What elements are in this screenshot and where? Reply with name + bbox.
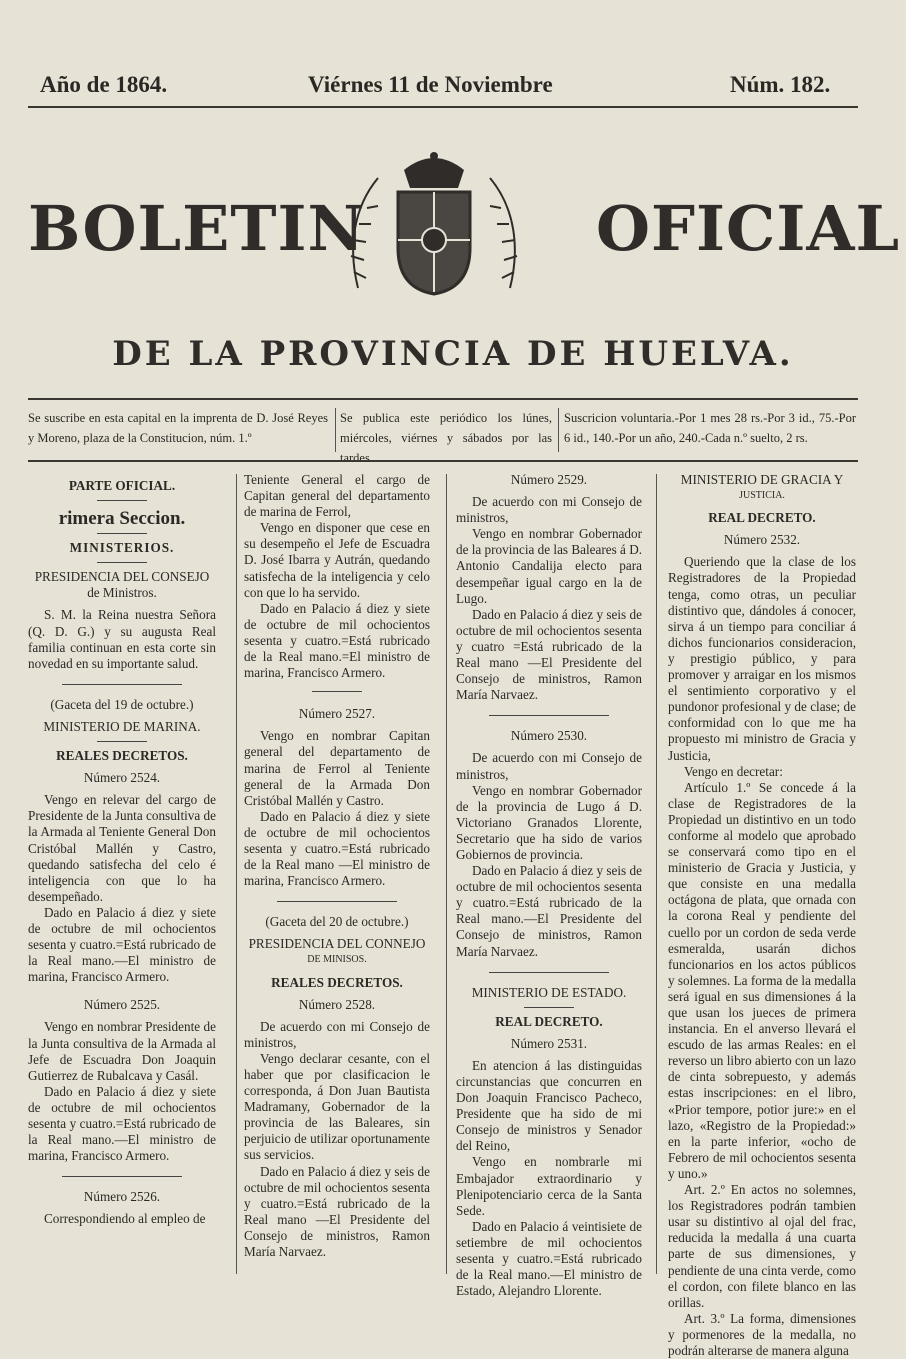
divider [335,408,336,452]
section-parte-oficial: PARTE OFICIAL. [68,478,176,493]
paragraph: Artículo 1.º Se concede á la clase de Registradores de la Propiedad un distintivo en un todo conforme al modelo que aprobado se conservará como tipo en el ministerio de Gracia y Justicia, y que consiste en una medalla octágona de plata, que ornada con la corona Real y pendiente del cuello por un cordon de seda verde esmeralda, usarán dichos funcionarios en los actos públicos y solemnes. La forma de la medalla será igual en sus dimensiones á la que usan los jueces de primera instancia. En el anverso llevará el escudo de las armas Reales: en el reverso un libro abierto con un lazo de cinta sobrepuesto, y además estas inscripciones: en el libro, «Prior tempore, potior jure:» en el lazo, «Registro de la Propiedad:» en la parte inferior, «ocho de Febrero de mil ochocientos sesenta y uno.» [668,779,856,1181]
column-divider [656,474,657,1274]
header-top-line [0,72,906,108]
decree-number: Número 2532. [723,532,801,548]
masthead-left: BOLETIN [28,192,366,265]
separator [97,562,147,563]
coat-of-arms-icon [338,148,530,300]
paragraph: Dado en Palacio á diez y siete de octubre de mil ochocientos sesenta y cuatro.=Está rubricado de la Real mano.=El ministro de marina, Francisco Armero. [244,600,430,681]
paragraph: De acuerdo con mi Consejo de ministros, [456,494,642,526]
paragraph: Dado en Palacio á diez y seis de octubre de mil ochocientos sesenta y cuatro.=Está rubricado de la Real mano —El Presidente del Consejo de ministros, Ramon María Narvaez. [244,1163,430,1260]
subscription-left: Se suscribe en esta capital en la imprenta de D. José Reyes y Moreno, plaza de la Constitucion, núm. 1.º [28,411,328,445]
paragraph: Vengo declarar cesante, con el haber que por clasificacion le corresponda, á Don Juan Bautista Madramany, Gobernador de la provincia de las Baleares, sin perjuicio de utilizar oportunamente sus servicios. [244,1050,430,1163]
paragraph: Dado en Palacio á diez y seis de octubre de mil ochocientos sesenta y cuatro.=Está rubricado de la Real mano.—El Presidente del Consejo de ministros, Ramon María Narvaez. [456,863,642,959]
separator [277,901,397,902]
paragraph: Correspondiendo al empleo de [44,1211,206,1227]
paragraph: En atencion á las distinguidas circunstancias que concurren en Don Joaquin Francisco Pacheco, Presidente que ha sido de mi Consejo de ministros y Senador del Reino, [456,1057,642,1154]
masthead-subtitle: DE LA PROVINCIA DE HUELVA. [112,334,794,374]
decree-number: Número 2526. [83,1189,161,1205]
heading-presidencia-sub: DE MINISOS. [307,954,367,966]
decree-number: Número 2528. [298,996,376,1012]
column-divider [236,474,237,1274]
heading-ministerio-marina: MINISTERIO DE MARINA. [43,718,201,734]
paragraph: Vengo en decretar: [684,763,783,779]
separator [524,1007,574,1008]
decree-number: Número 2527. [298,706,376,722]
paragraph: Vengo en nombrar Gobernador de la provincia de Lugo á D. Victoriano Granados Llorente, Secretario que ha sido de varios Gobiernos de provincia. [456,782,642,862]
paragraph: Queriendo que la clase de los Registradores de la Propiedad tenga, como otras, un peculiar distintivo que, dándoles á conocer, sirva á un tiempo para conciliar á dichos funcionarios consideracion, y prestigio público, y para promover y arraigar en los mismos el sentimiento corporativo y el pundonor profesional y de clase; de conformidad con lo que me ha propuesto mi ministro de Gracia y Justicia, [668,554,856,763]
paragraph: Dado en Palacio á diez y seis de octubre de mil ochocientos sesenta y cuatro =Está rubricado de la Real mano —El Presidente del Consejo de ministros, Ramon María Narvaez. [456,606,642,703]
paragraph: Vengo en nombrarle mi Embajador extraordinario y Plenipotenciario cerca de la Santa Sede. [456,1154,642,1218]
paragraph: Dado en Palacio á diez y siete de octubre de mil ochocientos sesenta y cuatro.=Está rubricado de la Real mano.—El ministro de marina, Francisco Armero. [28,1083,216,1164]
subscription-rule [28,460,858,462]
separator [489,972,609,973]
paragraph: Vengo en disponer que cese en su desempeño el Jefe de Escuadra D. José Ibarra y Autrán, quedando satisfecha de la inteligencia y celo con que lo ha servido. [244,520,430,600]
paragraph: Vengo en nombrar Presidente de la Junta consultiva de la Armada al Jefe de Escuadra Don Joaquin Gutierrez de Rubalcava y Casál. [28,1019,216,1083]
paragraph: De acuerdo con mi Consejo de ministros, [456,750,642,782]
paragraph: Art. 2.º En actos no solemnes, los Registradores podrán tambien usar su distintivo al ojal del frac, reducida la medalla á una cuarta parte de sus dimensiones, y pendiente de una cinta verde, como el cordon, con filete blanco en las orillas. [668,1182,856,1310]
paragraph: De acuerdo con mi Consejo de ministros, [244,1018,430,1050]
paragraph: Teniente General el cargo de Capitan general del departamento de marina de Ferrol, [244,472,430,520]
paragraph: Dado en Palacio á diez y siete de octubre de mil ochocientos sesenta y cuatro.=Está rubricado de la Real mano —El ministro de marina, Francisco Armero. [244,808,430,889]
heading-ministerio-gracia: MINISTERIO DE GRACIA Y [680,472,844,487]
heading-presidencia-sub: de Ministros. [87,585,157,601]
paragraph: Art. 3.º La forma, dimensiones y pormenores de la medalla, no podrán alterarse de manera alguna [668,1310,856,1358]
paragraph: Vengo en nombrar Capitan general del departamento de marina de Ferrol al Teniente general de la Armada Don Cristóbal Mallén y Castro. [244,728,430,808]
section-ministerios: MINISTERIOS. [69,540,175,556]
subscription-middle: Se publica este periódico los lúnes, miércoles, viérnes y sábados por las tardes. [340,411,552,465]
heading-reales-decretos: REALES DECRETOS. [271,974,403,990]
heading-presidencia: PRESIDENCIA DEL CONNEJO [248,936,426,952]
paragraph: Vengo en relevar del cargo de Presidente de la Junta consultiva de la Armada al Teniente General Don Cristóbal Mallén y Castro, quedando satisfecha del celo é inteligencia con que lo ha desempeñado. [28,792,216,904]
heading-real-decreto: REAL DECRETO. [495,1013,603,1029]
decree-number: Número 2525. [83,997,161,1013]
paragraph: Dado en Palacio á veintisiete de setiembre de mil ochocientos sesenta y cuatro.=Está rubricado de la Real mano.—El ministro de Estado, Alejandro Llorente. [456,1218,642,1299]
heading-real-decreto: REAL DECRETO. [708,510,816,526]
header-rule [28,106,858,108]
heading-presidencia: PRESIDENCIA DEL CONSEJO [34,569,210,585]
separator [62,1176,182,1177]
heading-reales-decretos: REALES DECRETOS. [56,748,188,764]
subscription-right: Suscricion voluntaria.-Por 1 mes 28 rs.-Por 3 id., 75.-Por 6 id., 140.-Por un año, 240.-Cada n.º suelto, 2 rs. [564,411,856,445]
column-3 [456,472,643,1299]
header-year: Año de 1864. [40,72,168,97]
separator [62,684,182,685]
divider [558,408,559,452]
column-divider [446,474,447,1274]
separator [489,715,609,716]
separator [312,691,362,692]
separator [97,500,147,501]
subtitle-rule [28,398,858,400]
column-2 [244,472,430,1272]
decree-number: Número 2530. [510,728,588,744]
separator [97,533,147,534]
column-4 [668,472,856,1358]
gaceta-date: (Gaceta del 20 de octubre.) [265,914,409,930]
heading-ministerio-gracia-sub: JUSTICIA. [739,490,785,502]
heading-ministerio-estado: MINISTERIO DE ESTADO. [471,984,627,1000]
masthead-right: OFICIAL [596,192,901,265]
header-number: Núm. 182. [730,72,831,97]
decree-number: Número 2531. [510,1035,588,1051]
gaceta-date: (Gaceta del 19 de octubre.) [50,696,194,712]
decree-number: Número 2529. [510,472,588,487]
paragraph: Vengo en nombrar Gobernador de la provincia de las Baleares á D. Antonio Candalija electo para desempeñar igual cargo en la de Lugo. [456,526,643,606]
column-1 [28,472,216,1272]
decree-number: Número 2524. [83,770,161,786]
paragraph: Dado en Palacio á diez y siete de octubre de mil ochocientos sesenta y cuatro.=Está rubricado de la Real mano.—El ministro de marina, Francisco Armero. [28,904,216,985]
separator [97,741,147,742]
section-heading: rimera Seccion. [58,508,186,530]
header-date: Viérnes 11 de Noviembre [308,72,553,97]
paragraph: S. M. la Reina nuestra Señora (Q. D. G.) y su augusta Real familia continuan en esta corte sin novedad en su importante salud. [28,607,216,671]
